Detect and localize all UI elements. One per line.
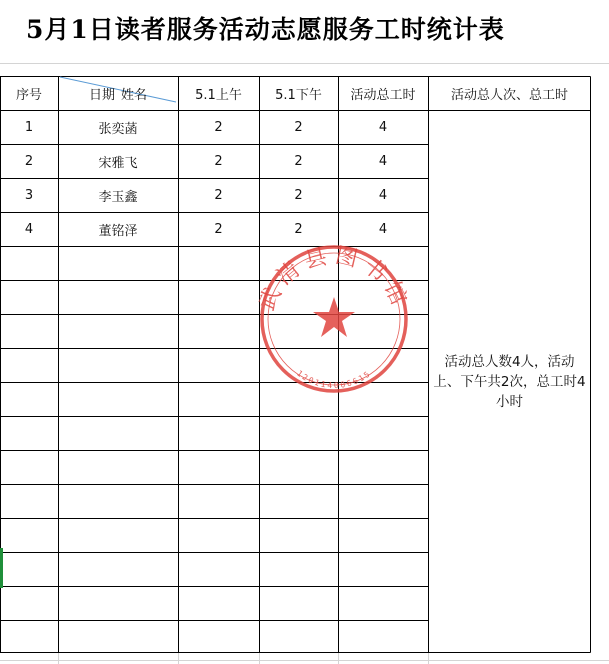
svg-text:120114006615: 120114006615 bbox=[295, 368, 373, 391]
row-total: 4 bbox=[378, 187, 388, 203]
row-am: 2 bbox=[214, 119, 223, 135]
row-seq: 2 bbox=[24, 153, 34, 169]
sheet-title: 5月1日读者服务活动志愿服务工时统计表 bbox=[26, 15, 505, 44]
frozen-pane-marker bbox=[0, 548, 3, 588]
row-pm: 2 bbox=[294, 187, 303, 203]
row-name: 张奕菡 bbox=[98, 121, 138, 137]
row-seq: 1 bbox=[24, 119, 34, 135]
row-pm: 2 bbox=[294, 119, 303, 135]
row-am: 2 bbox=[214, 187, 223, 203]
header-total-hours: 活动总工时 bbox=[350, 87, 416, 103]
svg-text:武清县图书馆: 武清县图书馆 bbox=[254, 243, 414, 315]
row-name: 宋雅飞 bbox=[98, 155, 138, 171]
summary-cell: 活动总人数4人，活动上、下午共2次，总工时4小时 bbox=[429, 111, 590, 652]
header-am: 5.1上午 bbox=[195, 87, 242, 103]
row-am: 2 bbox=[214, 153, 223, 169]
row-total: 4 bbox=[378, 119, 388, 135]
library-seal-stamp bbox=[249, 241, 419, 401]
row-pm: 2 bbox=[294, 153, 303, 169]
row-name: 李玉鑫 bbox=[98, 189, 138, 205]
row-seq: 4 bbox=[24, 221, 34, 237]
row-am: 2 bbox=[214, 221, 223, 237]
row-seq: 3 bbox=[24, 187, 34, 203]
row-total: 4 bbox=[378, 153, 388, 169]
header-seq: 序号 bbox=[15, 87, 42, 103]
header-date-name bbox=[58, 76, 178, 110]
header-summary: 活动总人次、总工时 bbox=[450, 87, 568, 103]
row-name: 董铭泽 bbox=[98, 223, 138, 239]
row-total: 4 bbox=[378, 221, 388, 237]
row-pm: 2 bbox=[294, 221, 303, 237]
header-date: 日期 bbox=[88, 87, 115, 103]
header-pm: 5.1下午 bbox=[275, 87, 322, 103]
header-name: 姓名 bbox=[121, 87, 148, 103]
